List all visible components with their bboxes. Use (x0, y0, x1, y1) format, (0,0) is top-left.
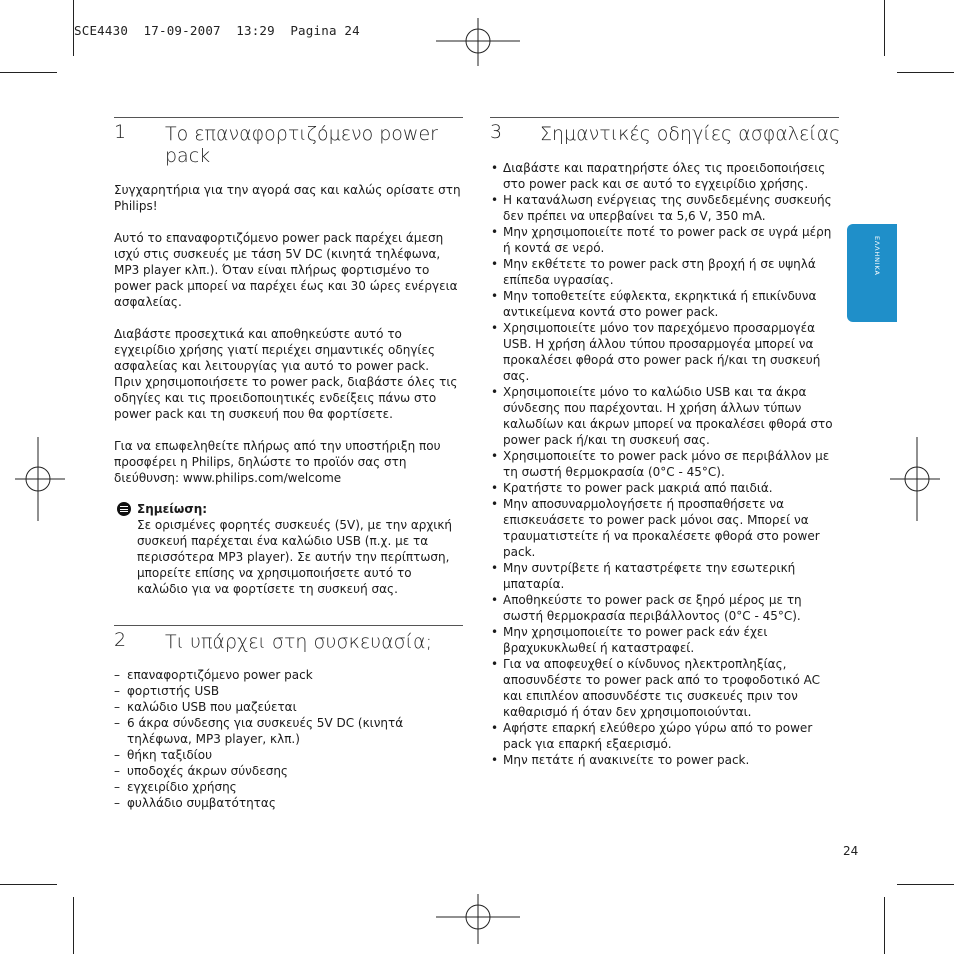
section-number: 2 (114, 629, 127, 651)
list-item: • Διαβάστε και παρατηρήστε όλες τις προειδοποιήσεις στο power pack και σε αυτό το εγχειρίδιο χρήσης. (490, 160, 840, 192)
crop-mark (73, 0, 74, 56)
list-item: • Χρησιμοποιείτε μόνο το καλώδιο USB και τα άκρα σύνδεσης που παρέχονται. Η χρήση άλλων τύπων καλωδίων και άκρων μπορεί να προκαλέσει φθορά στο power pack ή/και τη συσκευή σας. (490, 384, 840, 448)
section-number: 1 (114, 121, 127, 143)
paragraph: Συγχαρητήρια για την αγορά σας και καλώς ορίσατε στη Philips! (114, 183, 461, 213)
section-rule (114, 117, 463, 118)
list-item: – επαναφορτιζόμενο power pack (114, 667, 464, 683)
list-item: • Μην εκθέτετε το power pack στη βροχή ή σε υψηλά επίπεδα υγρασίας. (490, 256, 840, 288)
registration-mark-icon (15, 437, 65, 521)
list-item: – εγχειρίδιο χρήσης (114, 779, 464, 795)
crop-mark (0, 72, 57, 73)
list-item: – υποδοχές άκρων σύνδεσης (114, 763, 464, 779)
crop-mark (884, 897, 885, 954)
list-item: • Μην συντρίβετε ή καταστρέφετε την εσωτερική μπαταρία. (490, 560, 840, 592)
registration-mark-icon (890, 437, 940, 521)
list-item: – 6 άκρα σύνδεσης για συσκευές 5V DC (κινητά τηλέφωνα, MP3 player, κλπ.) (114, 715, 464, 747)
list-item: • Μην χρησιμοποιείτε το power pack εάν έχει βραχυκυκλωθεί ή καταστραφεί. (490, 624, 840, 656)
list-item: • Η κατανάλωση ενέργειας της συνδεδεμένης συσκευής δεν πρέπει να υπερβαίνει τα 5,6 V, 350 mA. (490, 192, 840, 224)
section-title: Σημαντικές οδηγίες ασφαλείας (540, 123, 841, 145)
list-item: – καλώδιο USB που μαζεύεται (114, 699, 464, 715)
page-number: 24 (843, 844, 859, 858)
note-text: Σε ορισμένες φορητές συσκευές (5V), με την αρχική συσκευή παρέχεται ένα καλώδιο USB (π.χ. με τα περισσότερα MP3 player). Σε αυτήν την περίπτωση, μπορείτε επίσης να χρησιμοποιήσετε αυτό το καλώδιο για να φορτίσετε τη συσκευή σας. (137, 518, 453, 596)
section-rule (490, 117, 839, 118)
list-item: • Μην πετάτε ή ανακινείτε το power pack. (490, 752, 840, 768)
list-item: • Για να αποφευχθεί ο κίνδυνος ηλεκτροπληξίας, αποσυνδέστε το power pack από το τροφοδοτικό AC και επιπλέον αποσυνδέστε τις συσκευές πριν τον καθαρισμό ή όταν δεν χρησιμοποιούνται. (490, 656, 840, 720)
section-title: Τι υπάρχει στη συσκευασία; (165, 631, 432, 653)
paragraph: Διαβάστε προσεχτικά και αποθηκεύστε αυτό το εγχειρίδιο χρήσης γιατί περιέχει σημαντικές οδηγίες ασφαλείας και λειτουργίας για αυτό το power pack. (114, 327, 436, 373)
note-icon (117, 502, 131, 516)
note-title: Σημείωση: (137, 502, 208, 516)
registration-mark-icon (436, 18, 520, 66)
print-slug: SCE4430 17-09-2007 13:29 Pagina 24 (74, 23, 360, 38)
list-item: • Χρησιμοποιείτε το power pack μόνο σε περιβάλλον με τη σωστή θερμοκρασία (0°C - 45°C). (490, 448, 840, 480)
section1-body (114, 182, 464, 486)
registration-mark-icon (436, 894, 520, 944)
section-number: 3 (490, 121, 503, 143)
section-rule (114, 625, 463, 626)
crop-mark (0, 884, 57, 885)
paragraph: Αυτό το επαναφορτιζόμενο power pack παρέχει άμεση ισχύ στις συσκευές με τάση 5V DC (κινητά τηλέφωνα, MP3 player κλπ.). Όταν είναι πλήρως φορτισμένο το power pack μπορεί να παρέχει έως και 30 ώρες ενέργεια ασφαλείας. (114, 231, 458, 309)
list-item: • Κρατήστε το power pack μακριά από παιδιά. (490, 480, 840, 496)
list-item: – φορτιστής USB (114, 683, 464, 699)
crop-mark (897, 884, 954, 885)
paragraph: Για να επωφεληθείτε πλήρως από την υποστήριξη που προσφέρει η Philips, δηλώστε το προϊόν σας στη διεύθυνση: www.philips.com/welcome (114, 439, 441, 485)
list-item: • Μην τοποθετείτε εύφλεκτα, εκρηκτικά ή επικίνδυνα αντικείμενα κοντά στο power pack. (490, 288, 840, 320)
list-item: • Χρησιμοποιείτε μόνο τον παρεχόμενο προσαρμογέα USB. Η χρήση άλλου τύπου προσαρμογέα μπορεί να προκαλέσει φθορά στο power pack ή/και τη συσκευή σας. (490, 320, 840, 384)
list-item: • Μην αποσυναρμολογήσετε ή προσπαθήσετε να επισκευάσετε το power pack μόνοι σας. Μπορεί να τραυματιστείτε ή να προκαλέσετε φθορά στο power pack. (490, 496, 840, 560)
list-item: – φυλλάδιο συμβατότητας (114, 795, 464, 811)
language-tab-label: ΕΛΛΗΝΙΚΑ (873, 236, 881, 276)
list-item: • Αφήστε επαρκή ελεύθερο χώρο γύρω από το power pack για επαρκή εξαερισμό. (490, 720, 840, 752)
safety-instructions-list (490, 160, 840, 768)
crop-mark (73, 897, 74, 954)
list-item: • Μην χρησιμοποιείτε ποτέ το power pack σε υγρά μέρη ή κοντά σε νερό. (490, 224, 840, 256)
paragraph: Πριν χρησιμοποιήσετε το power pack, διαβάστε όλες τις οδηγίες και τις προειδοποιητικές ενδείξεις πάνω στο power pack και τη συσκευή που θα φορτίσετε. (114, 375, 458, 421)
list-item: – θήκη ταξιδίου (114, 747, 464, 763)
crop-mark (884, 0, 885, 56)
section-title: Το επαναφορτιζόμενο power pack (165, 123, 438, 167)
package-contents-list (114, 667, 464, 811)
list-item: • Αποθηκεύστε το power pack σε ξηρό μέρος με τη σωστή θερμοκρασία περιβάλλοντος (0°C - 45°C). (490, 592, 840, 624)
crop-mark (897, 72, 954, 73)
